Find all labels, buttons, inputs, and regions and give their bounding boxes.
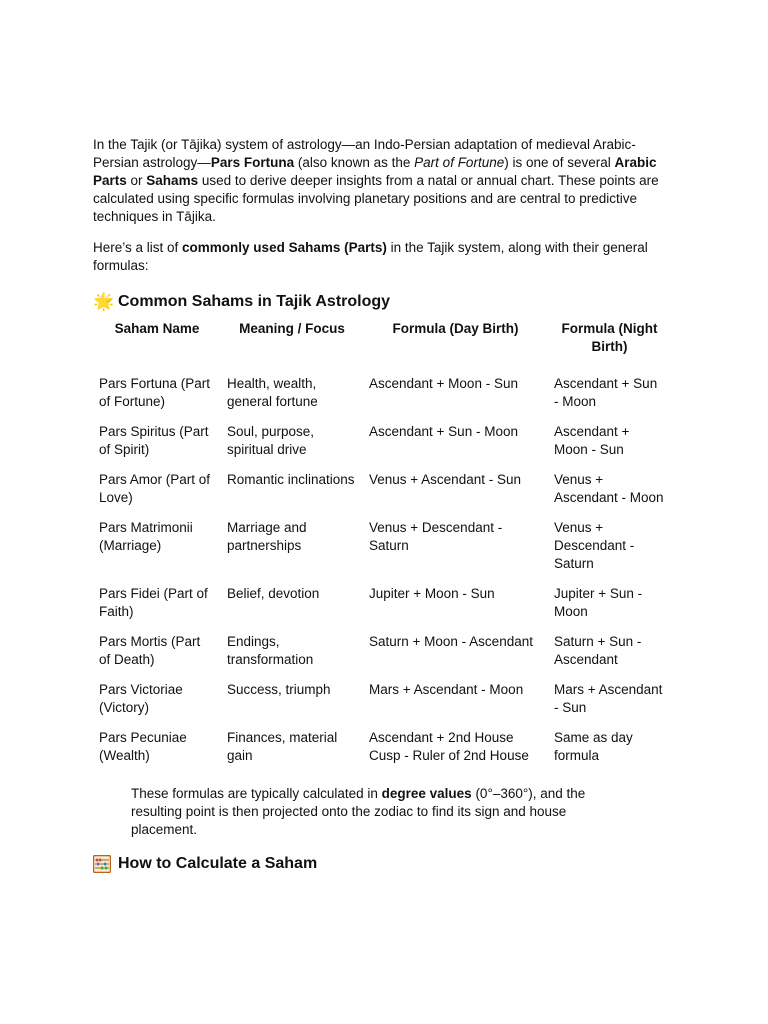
- table-cell: Pars Spiritus (Part of Spirit): [99, 424, 209, 457]
- table-cell: Mars + Ascendant - Moon: [369, 682, 524, 697]
- intro-text-2: (also known as the: [294, 155, 415, 170]
- table-cell: Pars Victoriae (Victory): [99, 682, 183, 715]
- table-header-cell: Saham Name: [114, 321, 200, 336]
- table-cell: Jupiter + Moon - Sun: [369, 586, 495, 601]
- table-cell: Ascendant + Moon - Sun: [554, 424, 630, 457]
- intro-bold-pars-fortuna: Pars Fortuna: [210, 155, 295, 170]
- table-row: [93, 369, 671, 417]
- table-row: [93, 579, 671, 627]
- note-text-1: These formulas are typically calculated in: [131, 786, 382, 801]
- table-cell: Health, wealth, general fortune: [227, 376, 318, 409]
- sahams-table: [93, 319, 671, 771]
- intro-bold-sahams: Sahams: [146, 173, 199, 188]
- table-row: [93, 675, 671, 723]
- table-cell: Soul, purpose, spiritual drive: [227, 424, 315, 457]
- table-cell: Pars Pecuniae (Wealth): [99, 730, 187, 763]
- table-cell: Pars Matrimonii (Marriage): [99, 520, 193, 553]
- abacus-icon: [93, 855, 111, 873]
- table-row: [93, 513, 671, 579]
- table-row: [93, 417, 671, 465]
- table-cell: Pars Fidei (Part of Faith): [99, 586, 208, 619]
- note-text-2: (0°–360°), and the resulting point is then projected onto the zodiac to find its sign and house placement.: [131, 786, 586, 837]
- intro-text-1: In the Tajik (or Tājika) system of astrology—an Indo-Persian adaptation of medieval Arabic-Persian astrology—: [93, 137, 636, 170]
- table-cell: Romantic inclinations: [227, 472, 355, 487]
- list-intro-paragraph: [93, 239, 653, 275]
- glowing-star-icon: 🌟: [93, 292, 115, 311]
- table-row: [93, 627, 671, 675]
- section-heading-how-to-calculate: [93, 853, 673, 875]
- section-title: How to Calculate a Saham: [118, 855, 318, 872]
- note-bold: degree values: [381, 786, 472, 801]
- table-cell: Ascendant + Sun - Moon: [554, 376, 658, 409]
- table-cell: Saturn + Sun - Ascendant: [554, 634, 642, 667]
- table-cell: Ascendant + Sun - Moon: [369, 424, 518, 439]
- table-cell: Saturn + Moon - Ascendant: [369, 634, 533, 649]
- table-cell: Ascendant + Moon - Sun: [369, 376, 518, 391]
- table-cell: Belief, devotion: [227, 586, 320, 601]
- intro-italic-part-of-fortune: Part of Fortune: [414, 155, 505, 170]
- table-header-cell: Meaning / Focus: [239, 321, 345, 336]
- table-header-row: [93, 319, 671, 369]
- table-header-cell: Formula (Night Birth): [561, 321, 658, 354]
- list-intro-text-2: in the Tajik system, along with their general formulas:: [93, 240, 648, 273]
- table-cell: Finances, material gain: [227, 730, 338, 763]
- table-cell: Venus + Ascendant - Moon: [554, 472, 664, 505]
- table-cell: Pars Amor (Part of Love): [99, 472, 211, 505]
- formula-note-paragraph: [131, 785, 631, 839]
- table-cell: Ascendant + 2nd House Cusp - Ruler of 2nd House: [369, 730, 529, 763]
- table-cell: Mars + Ascendant - Sun: [554, 682, 663, 715]
- table-row: [93, 465, 671, 513]
- intro-paragraph: [93, 136, 665, 226]
- table-cell: Pars Fortuna (Part of Fortune): [99, 376, 211, 409]
- table-cell: Venus + Descendant - Saturn: [369, 520, 503, 553]
- intro-bold-arabic-parts: Arabic Parts: [93, 155, 657, 188]
- list-intro-bold: commonly used Sahams (Parts): [182, 240, 387, 255]
- section-title: Common Sahams in Tajik Astrology: [118, 293, 391, 310]
- table-header-cell: Formula (Day Birth): [392, 321, 519, 336]
- table-row: [93, 723, 671, 771]
- table-cell: Venus + Descendant - Saturn: [554, 520, 635, 571]
- table-cell: Same as day formula: [554, 730, 633, 763]
- intro-text-3: ) is one of several: [504, 155, 615, 170]
- list-intro-text-1: Here’s a list of: [93, 240, 183, 255]
- table-cell: Jupiter + Sun - Moon: [554, 586, 643, 619]
- table-cell: Pars Mortis (Part of Death): [99, 634, 201, 667]
- intro-text-5: used to derive deeper insights from a natal or annual chart. These points are calculated using specific formulas involving planetary positions and are central to predictive techniques in Tājika.: [93, 173, 659, 224]
- intro-text-4: or: [126, 173, 147, 188]
- document-content: [93, 136, 673, 875]
- table-cell: Success, triumph: [227, 682, 331, 697]
- section-heading-common-sahams: [93, 291, 673, 313]
- table-cell: Marriage and partnerships: [227, 520, 307, 553]
- table-cell: Venus + Ascendant - Sun: [369, 472, 521, 487]
- table-cell: Endings, transformation: [227, 634, 314, 667]
